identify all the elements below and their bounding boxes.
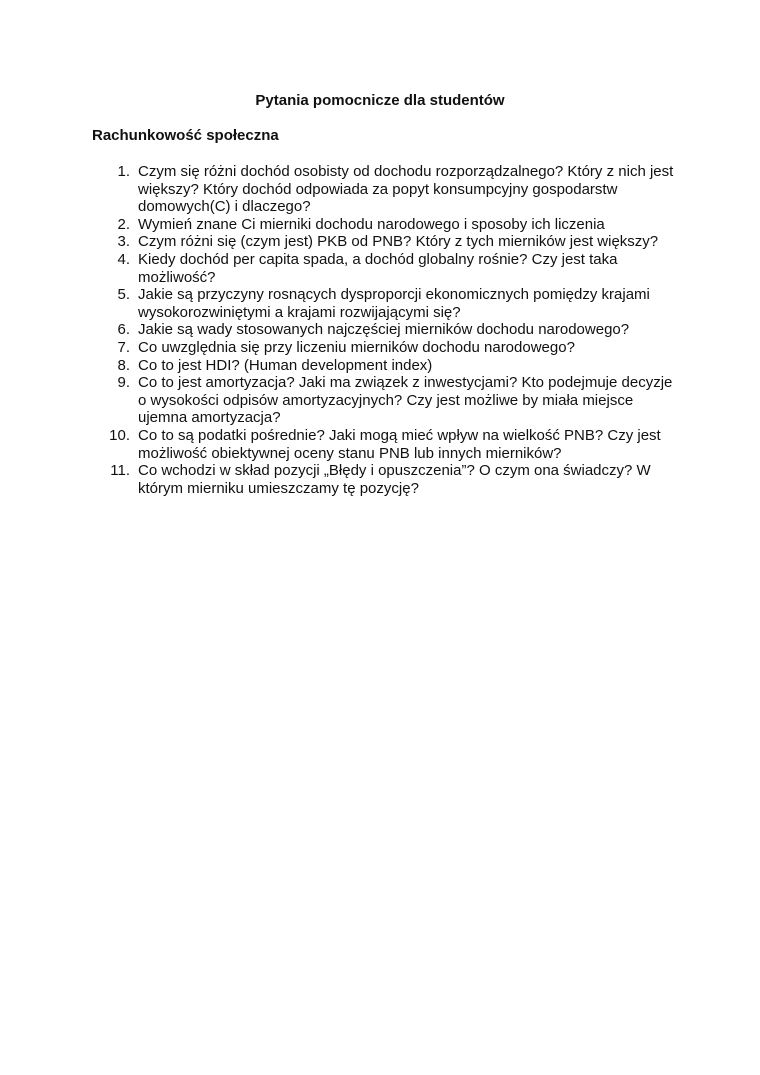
question-number: 5. (117, 286, 130, 304)
list-item (92, 216, 682, 234)
question-text: Jakie są przyczyny rosnących dysproporcji ekonomicznych pomiędzy krajami wysokorozwiniętymi a krajami rozwijającymi się? (138, 286, 650, 321)
list-item (92, 233, 682, 251)
question-text: Wymień znane Ci mierniki dochodu narodowego i sposoby ich liczenia (138, 215, 605, 233)
question-list (92, 163, 682, 497)
list-item (92, 462, 682, 497)
section-heading: Rachunkowość społeczna (92, 127, 279, 144)
question-number: 1. (117, 163, 130, 180)
question-number: 2. (117, 215, 130, 233)
question-text: Co uwzględnia się przy liczeniu mierników dochodu narodowego? (138, 338, 575, 356)
list-item (92, 251, 682, 286)
question-text: Co wchodzi w skład pozycji „Błędy i opuszczenia”? O czym ona świadczy? W którym mierniku umieszczamy tę pozycję? (138, 462, 651, 497)
question-number: 8. (117, 356, 130, 374)
question-number: 4. (117, 250, 130, 268)
list-item (92, 357, 682, 375)
question-text: Czym się różni dochód osobisty od dochodu rozporządzalnego? Który z nich jest większy? Który dochód odpowiada za popyt konsumpcyjny gospodarstw domowych(C) i dlaczego? (138, 163, 674, 216)
question-text: Co to jest amortyzacja? Jaki ma związek z inwestycjami? Kto podejmuje decyzje o wysokości odpisów amortyzacyjnych? Czy jest możliwe by miała miejsce ujemna amortyzacja? (138, 374, 673, 427)
question-number: 11. (110, 462, 130, 480)
question-number: 6. (117, 321, 130, 339)
list-item (92, 427, 682, 462)
question-number: 7. (117, 338, 130, 356)
list-item (92, 339, 682, 357)
question-number: 10. (109, 426, 130, 444)
list-item (92, 286, 682, 321)
list-item (92, 163, 682, 216)
list-item (92, 374, 682, 427)
question-text: Czym różni się (czym jest) PKB od PNB? Który z tych mierników jest większy? (138, 233, 659, 251)
question-number: 9. (117, 374, 130, 392)
question-text: Kiedy dochód per capita spada, a dochód globalny rośnie? Czy jest taka możliwość? (138, 250, 618, 286)
list-item (92, 321, 682, 339)
page-title: Pytania pomocnicze dla studentów (255, 92, 505, 109)
question-text: Jakie są wady stosowanych najczęściej mierników dochodu narodowego? (138, 321, 630, 339)
question-text: Co to jest HDI? (Human development index) (138, 356, 433, 374)
question-text: Co to są podatki pośrednie? Jaki mogą mieć wpływ na wielkość PNB? Czy jest możliwość obiektywnej oceny stanu PNB lub innych mierników? (138, 426, 661, 462)
question-number: 3. (117, 233, 130, 251)
